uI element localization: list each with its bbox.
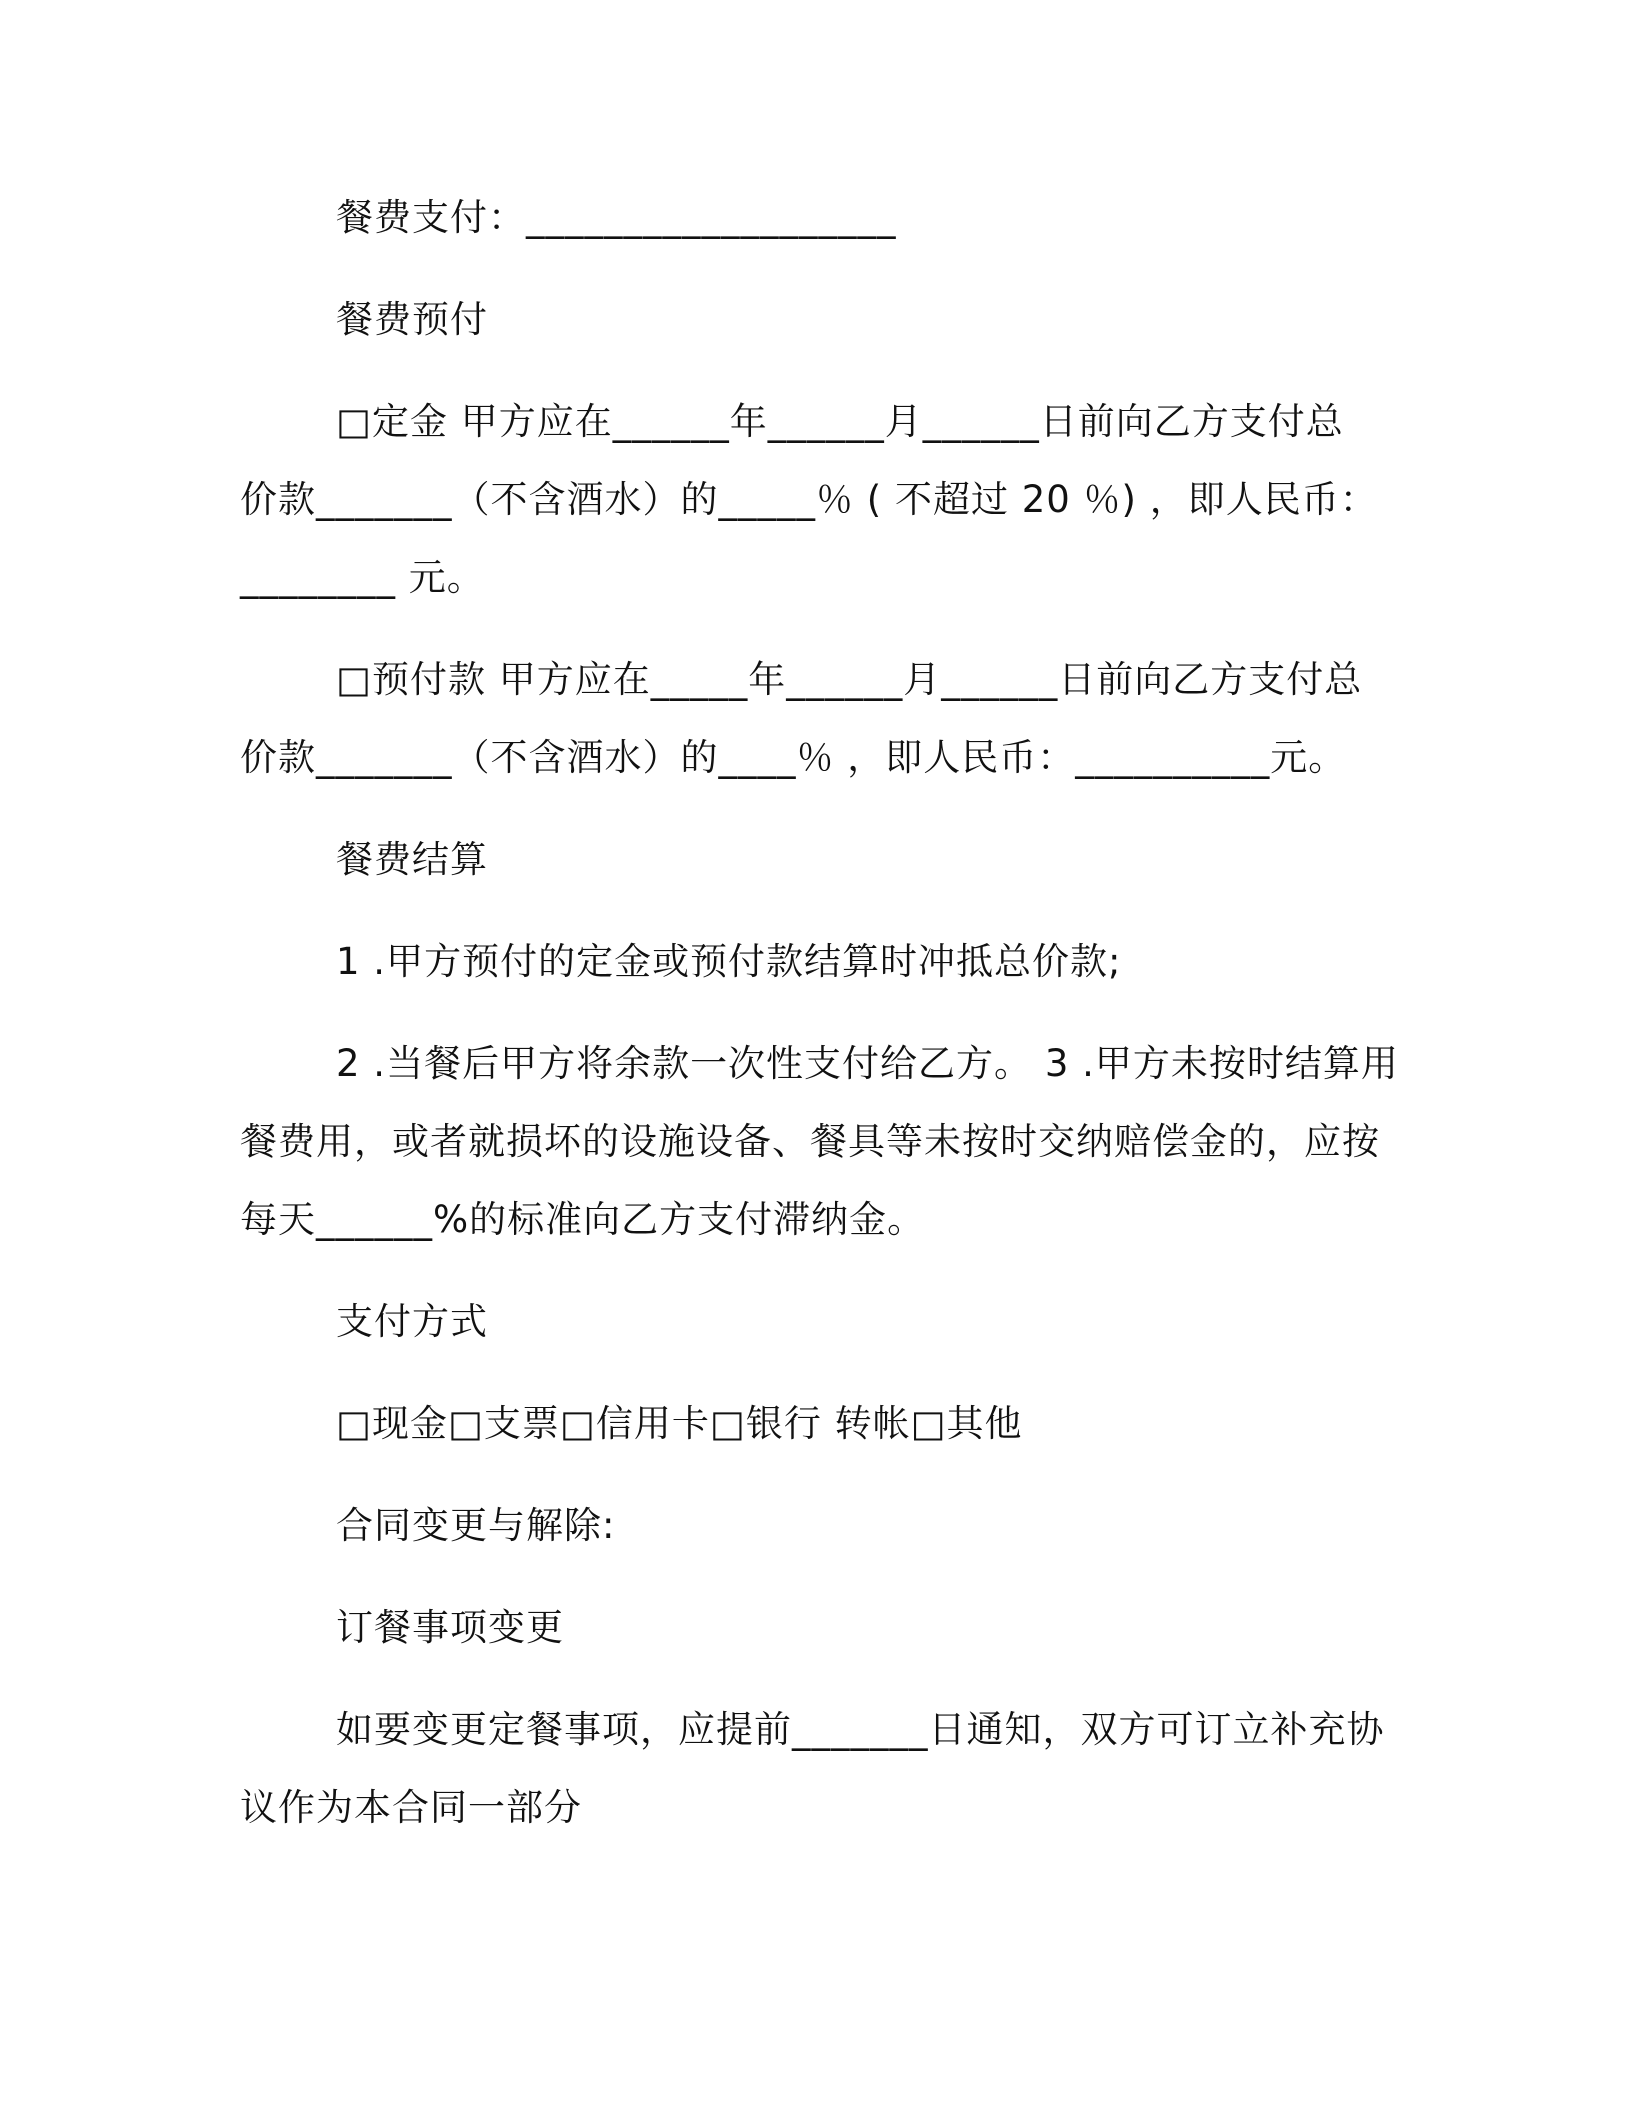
order-change-clause-line-1: 如要变更定餐事项，应提前_______日通知，双方可订立补充协	[336, 1708, 1385, 1751]
settlement-item-2-line-2: 餐费用，或者就损坏的设施设备、餐具等未按时交纳赔偿金的，应按	[240, 1120, 1380, 1163]
meal-fee-payment-heading: 餐费支付：___________________	[336, 196, 897, 239]
deposit-clause-line-3: ________ 元。	[240, 556, 485, 599]
payment-method-options: □现金□支票□信用卡□银行 转帐□其他	[336, 1402, 1023, 1445]
order-change-clause-line-2: 议作为本合同一部分	[240, 1786, 582, 1829]
settlement-item-2-line-3: 每天______%的标准向乙方支付滞纳金。	[240, 1198, 926, 1241]
deposit-clause-line-1: □定金 甲方应在______年______月______日前向乙方支付总	[336, 400, 1344, 443]
meal-fee-prepayment-heading: 餐费预付	[336, 298, 488, 341]
settlement-item-2-line-1: 2 .当餐后甲方将余款一次性支付给乙方。 3 .甲方未按时结算用	[336, 1042, 1399, 1085]
meal-fee-settlement-heading: 餐费结算	[336, 838, 488, 881]
order-change-heading: 订餐事项变更	[336, 1606, 564, 1649]
settlement-item-1: 1 .甲方预付的定金或预付款结算时冲抵总价款;	[336, 940, 1122, 983]
advance-payment-clause-line-1: □预付款 甲方应在_____年______月______日前向乙方支付总	[336, 658, 1363, 701]
deposit-clause-line-2: 价款_______（不含酒水）的_____％ ( 不超过 20 ％) ，即人民币：	[240, 478, 1378, 521]
contract-change-heading: 合同变更与解除:	[336, 1504, 616, 1547]
payment-method-heading: 支付方式	[336, 1300, 488, 1343]
advance-payment-clause-line-2: 价款_______（不含酒水）的____％ ，即人民币：__________元。	[240, 736, 1347, 779]
